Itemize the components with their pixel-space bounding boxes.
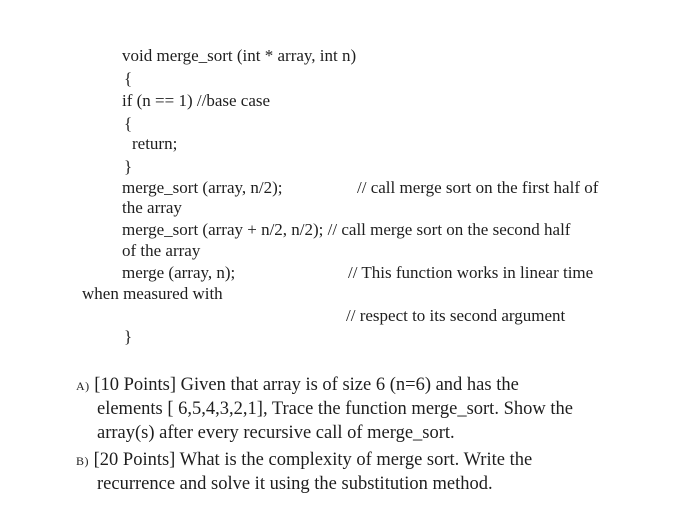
first-recursive-call-comment-wrap: the array <box>122 198 182 217</box>
open-brace: { <box>124 69 133 88</box>
first-recursive-call: merge_sort (array, n/2); <box>122 178 283 197</box>
if-base-case-line: if (n == 1) //base case <box>122 91 271 110</box>
merge-call-comment-wrap: when measured with <box>82 284 223 303</box>
second-recursive-call-comment-wrap: of the array <box>122 241 201 260</box>
first-recursive-call-comment: // call merge sort on the first half of <box>357 178 599 197</box>
inner-close-brace: } <box>124 157 133 176</box>
question-b-text-line2: recurrence and solve it using the substitution method. <box>97 474 493 494</box>
question-a-text-line2: elements [ 6,5,4,3,2,1], Trace the function merge_sort. Show the <box>97 399 573 419</box>
merge-call: merge (array, n); <box>122 263 236 282</box>
merge-call-comment-continued: // respect to its second argument <box>346 306 566 325</box>
question-b-marker: B) <box>76 454 89 468</box>
return-line: return; <box>132 134 178 153</box>
question-a-text-line3: array(s) after every recursive call of merge_sort. <box>97 423 455 443</box>
question-b-text-line1: [20 Points] What is the complexity of merge sort. Write the <box>93 450 533 470</box>
merge-call-comment: // This function works in linear time <box>348 263 594 282</box>
question-b-first-line <box>76 449 532 472</box>
second-recursive-call: merge_sort (array + n/2, n/2); // call merge sort on the second half <box>122 220 571 239</box>
question-a-marker: A) <box>76 379 90 393</box>
inner-open-brace: { <box>124 114 133 133</box>
question-a-first-line <box>76 374 519 397</box>
close-brace: } <box>124 327 133 346</box>
function-signature: void merge_sort (int * array, int n) <box>122 46 357 65</box>
question-a-text-line1: [10 Points] Given that array is of size 6 (n=6) and has the <box>94 375 519 395</box>
